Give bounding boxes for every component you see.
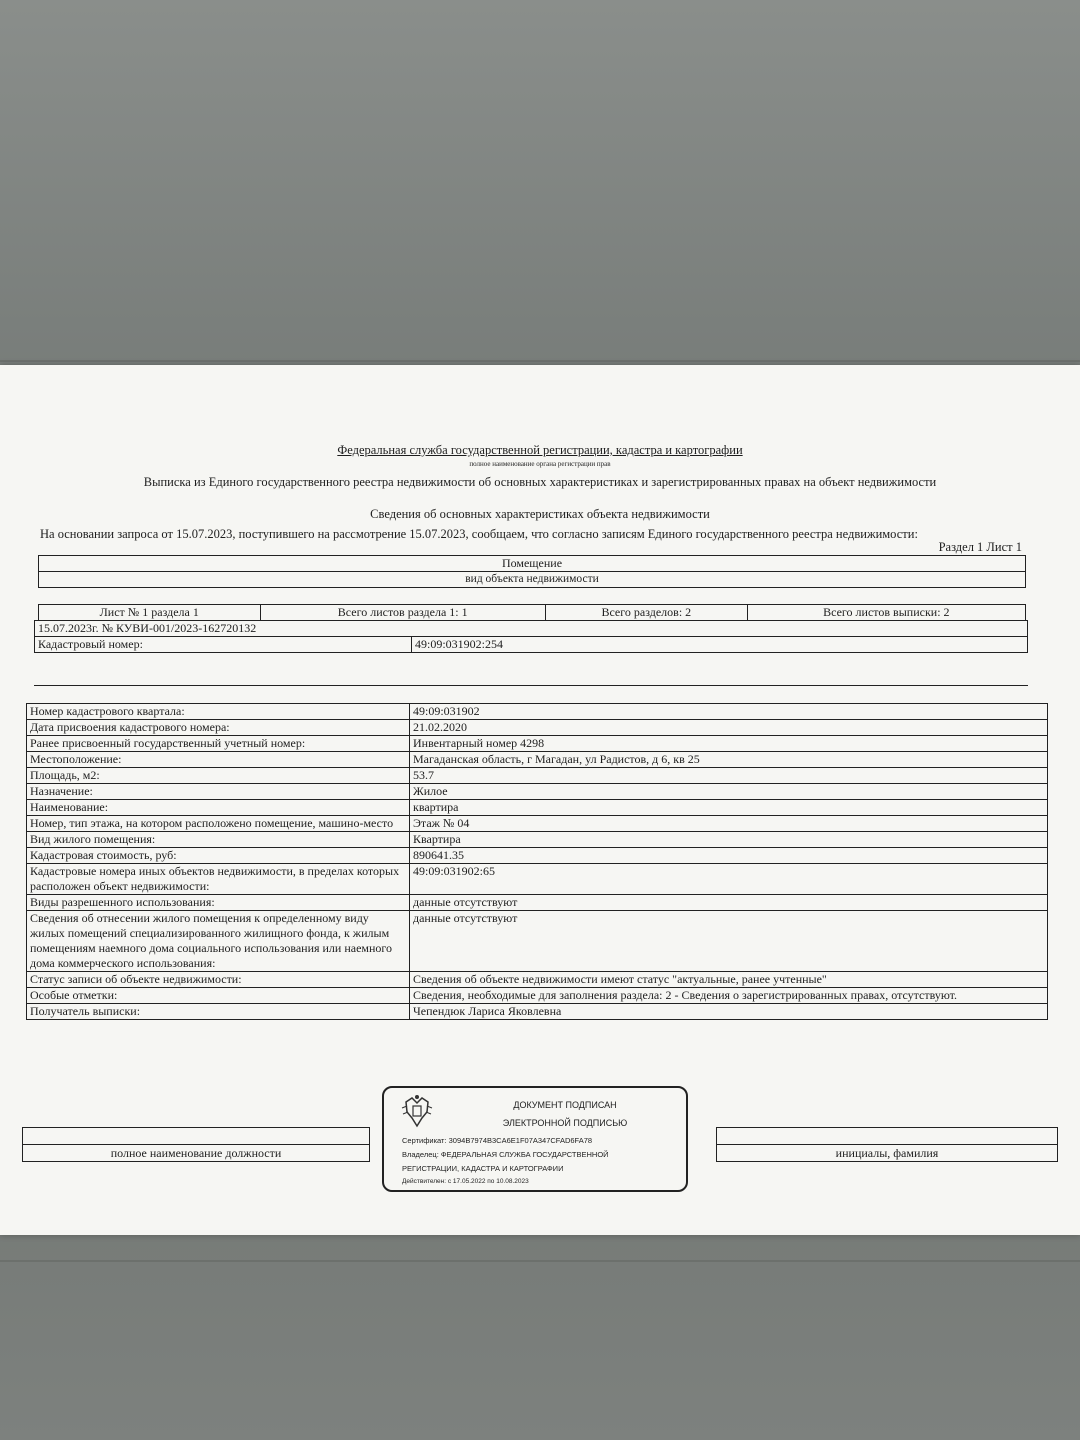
row-value: Магаданская область, г Магадан, ул Радистов, д 6, кв 25 bbox=[410, 752, 1048, 768]
row-label: Получатель выписки: bbox=[27, 1004, 410, 1020]
object-type-table bbox=[38, 555, 1026, 588]
row-label: Наименование: bbox=[27, 800, 410, 816]
row-label: Ранее присвоенный государственный учетный номер: bbox=[27, 736, 410, 752]
sheet-number: Лист № 1 раздела 1 bbox=[39, 605, 261, 621]
row-value: 53.7 bbox=[410, 768, 1048, 784]
table-row bbox=[27, 704, 1048, 720]
row-value: 49:09:031902:65 bbox=[410, 864, 1048, 895]
document-title: Выписка из Единого государственного реестра недвижимости об основных характеристиках и зарегистрированных правах на объект недвижимости bbox=[143, 475, 937, 489]
table-row bbox=[27, 800, 1048, 816]
section-title: Сведения об основных характеристиках объекта недвижимости bbox=[370, 507, 710, 521]
table-seam bbox=[0, 360, 1080, 362]
extract-sheets-total: Всего листов выписки: 2 bbox=[747, 605, 1025, 621]
row-value: данные отсутствуют bbox=[410, 895, 1048, 911]
row-label: Особые отметки: bbox=[27, 988, 410, 1004]
coat-of-arms-icon bbox=[400, 1094, 434, 1130]
cadastral-number-label: Кадастровый номер: bbox=[35, 637, 412, 653]
row-value: Инвентарный номер 4298 bbox=[410, 736, 1048, 752]
table-row bbox=[27, 736, 1048, 752]
row-label: Номер, тип этажа, на котором расположено помещение, машино-место bbox=[27, 816, 410, 832]
table-row bbox=[27, 911, 1048, 972]
table-row bbox=[27, 832, 1048, 848]
extract-number: 15.07.2023г. № КУВИ-001/2023-162720132 bbox=[35, 621, 1028, 637]
table-row bbox=[27, 864, 1048, 895]
row-label: Статус записи об объекте недвижимости: bbox=[27, 972, 410, 988]
table-row bbox=[27, 972, 1048, 988]
table-row bbox=[27, 752, 1048, 768]
row-label: Площадь, м2: bbox=[27, 768, 410, 784]
e-signature-stamp bbox=[382, 1086, 688, 1192]
name-caption: инициалы, фамилия bbox=[717, 1145, 1058, 1162]
table-row bbox=[27, 988, 1048, 1004]
row-label: Назначение: bbox=[27, 784, 410, 800]
characteristics-table bbox=[26, 703, 1048, 1020]
table-seam bbox=[0, 1260, 1080, 1262]
name-cell bbox=[717, 1128, 1058, 1145]
sections-total: Всего разделов: 2 bbox=[545, 605, 747, 621]
row-value: Сведения об объекте недвижимости имеют статус "актуальные, ранее учтенные" bbox=[410, 972, 1048, 988]
row-value: Квартира bbox=[410, 832, 1048, 848]
position-caption: полное наименование должности bbox=[23, 1145, 370, 1162]
reference-table bbox=[34, 620, 1028, 653]
row-value: Чепендюк Лариса Яковлевна bbox=[410, 1004, 1048, 1020]
position-cell bbox=[23, 1128, 370, 1145]
stamp-line-1: ДОКУМЕНТ ПОДПИСАН bbox=[513, 1100, 617, 1110]
row-label: Кадастровые номера иных объектов недвижимости, в пределах которых расположен объект недвижимости: bbox=[27, 864, 410, 895]
table-header-line bbox=[35, 686, 1028, 687]
row-label: Вид жилого помещения: bbox=[27, 832, 410, 848]
sheets-table bbox=[38, 604, 1026, 621]
request-text: На основании запроса от 15.07.2023, поступившего на рассмотрение 15.07.2023, сообщаем, что согласно записям Единого государственного реестра недвижимости: bbox=[40, 527, 918, 541]
row-value: квартира bbox=[410, 800, 1048, 816]
section-sheets-total: Всего листов раздела 1: 1 bbox=[260, 605, 545, 621]
row-value: Сведения, необходимые для заполнения раздела: 2 - Сведения о зарегистрированных правах, отсутствуют. bbox=[410, 988, 1048, 1004]
row-value: 890641.35 bbox=[410, 848, 1048, 864]
row-value: данные отсутствуют bbox=[410, 911, 1048, 972]
row-value: Жилое bbox=[410, 784, 1048, 800]
spacer-row bbox=[34, 685, 1028, 686]
stamp-owner-2: РЕГИСТРАЦИИ, КАДАСТРА И КАРТОГРАФИИ bbox=[402, 1164, 564, 1173]
row-value: 21.02.2020 bbox=[410, 720, 1048, 736]
section-sheet-label: Раздел 1 Лист 1 bbox=[938, 540, 1022, 554]
document-page bbox=[0, 365, 1080, 1235]
row-value: Этаж № 04 bbox=[410, 816, 1048, 832]
table-row bbox=[27, 895, 1048, 911]
agency-caption: полное наименование органа регистрации прав bbox=[469, 460, 611, 468]
table-row bbox=[27, 784, 1048, 800]
row-label: Кадастровая стоимость, руб: bbox=[27, 848, 410, 864]
stamp-owner: Владелец: ФЕДЕРАЛЬНАЯ СЛУЖБА ГОСУДАРСТВЕННОЙ bbox=[402, 1150, 609, 1159]
row-label: Виды разрешенного использования: bbox=[27, 895, 410, 911]
stamp-certificate: Сертификат: 3094B7974B3CA6E1F07A347CFAD6FA78 bbox=[402, 1136, 593, 1145]
table-row bbox=[27, 816, 1048, 832]
stamp-line-2: ЭЛЕКТРОННОЙ ПОДПИСЬЮ bbox=[502, 1118, 628, 1128]
row-label: Номер кадастрового квартала: bbox=[27, 704, 410, 720]
row-label: Дата присвоения кадастрового номера: bbox=[27, 720, 410, 736]
row-label: Сведения об отнесении жилого помещения к определенному виду жилых помещений специализированного жилищного фонда, к жилым помещениям наемного дома социального использования или наемного дома коммерческого использования: bbox=[27, 911, 410, 972]
stamp-validity: Действителен: с 17.05.2022 по 10.08.2023 bbox=[402, 1178, 529, 1185]
object-type-caption: вид объекта недвижимости bbox=[39, 572, 1026, 588]
table-row bbox=[27, 848, 1048, 864]
table-row bbox=[27, 720, 1048, 736]
table-row bbox=[27, 1004, 1048, 1020]
agency-name: Федеральная служба государственной регистрации, кадастра и картографии bbox=[337, 443, 743, 457]
cadastral-number-value: 49:09:031902:254 bbox=[412, 637, 1028, 653]
table-row bbox=[27, 768, 1048, 784]
object-type: Помещение bbox=[39, 556, 1026, 572]
row-label: Местоположение: bbox=[27, 752, 410, 768]
row-value: 49:09:031902 bbox=[410, 704, 1048, 720]
